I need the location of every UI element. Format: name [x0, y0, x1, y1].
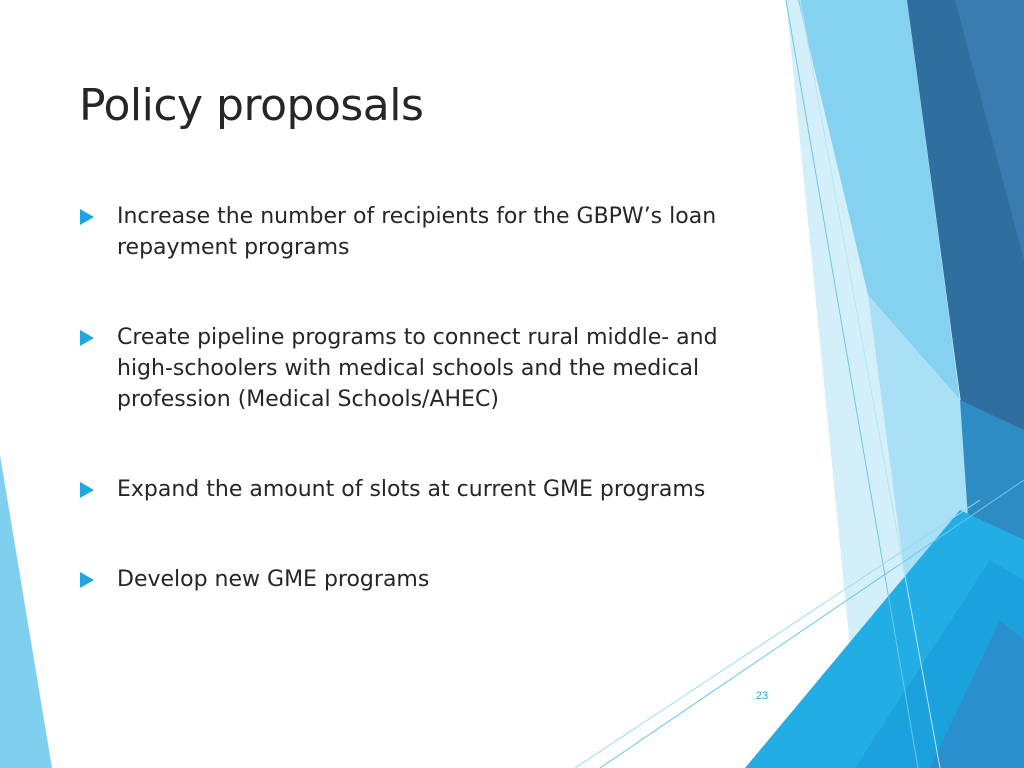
bullet-text: Create pipeline programs to connect rural middle- and high-schoolers with medical schools and the medical profession (Medical Schools/AHEC)	[117, 325, 718, 412]
bullet-text: Develop new GME programs	[117, 567, 430, 592]
bullet-arrow-icon	[80, 572, 94, 588]
left-edge-shape	[0, 455, 52, 768]
slide-title: Policy proposals	[79, 80, 424, 131]
bullet-arrow-icon	[80, 330, 94, 346]
bullet-text: Increase the number of recipients for the GBPW’s loan repayment programs	[117, 204, 717, 260]
bullet-list	[80, 0, 780, 768]
page-number: 23	[755, 690, 769, 702]
bullet-arrow-icon	[80, 209, 94, 225]
bullet-arrow-icon	[80, 482, 94, 498]
bullet-text: Expand the amount of slots at current GME programs	[117, 477, 706, 502]
